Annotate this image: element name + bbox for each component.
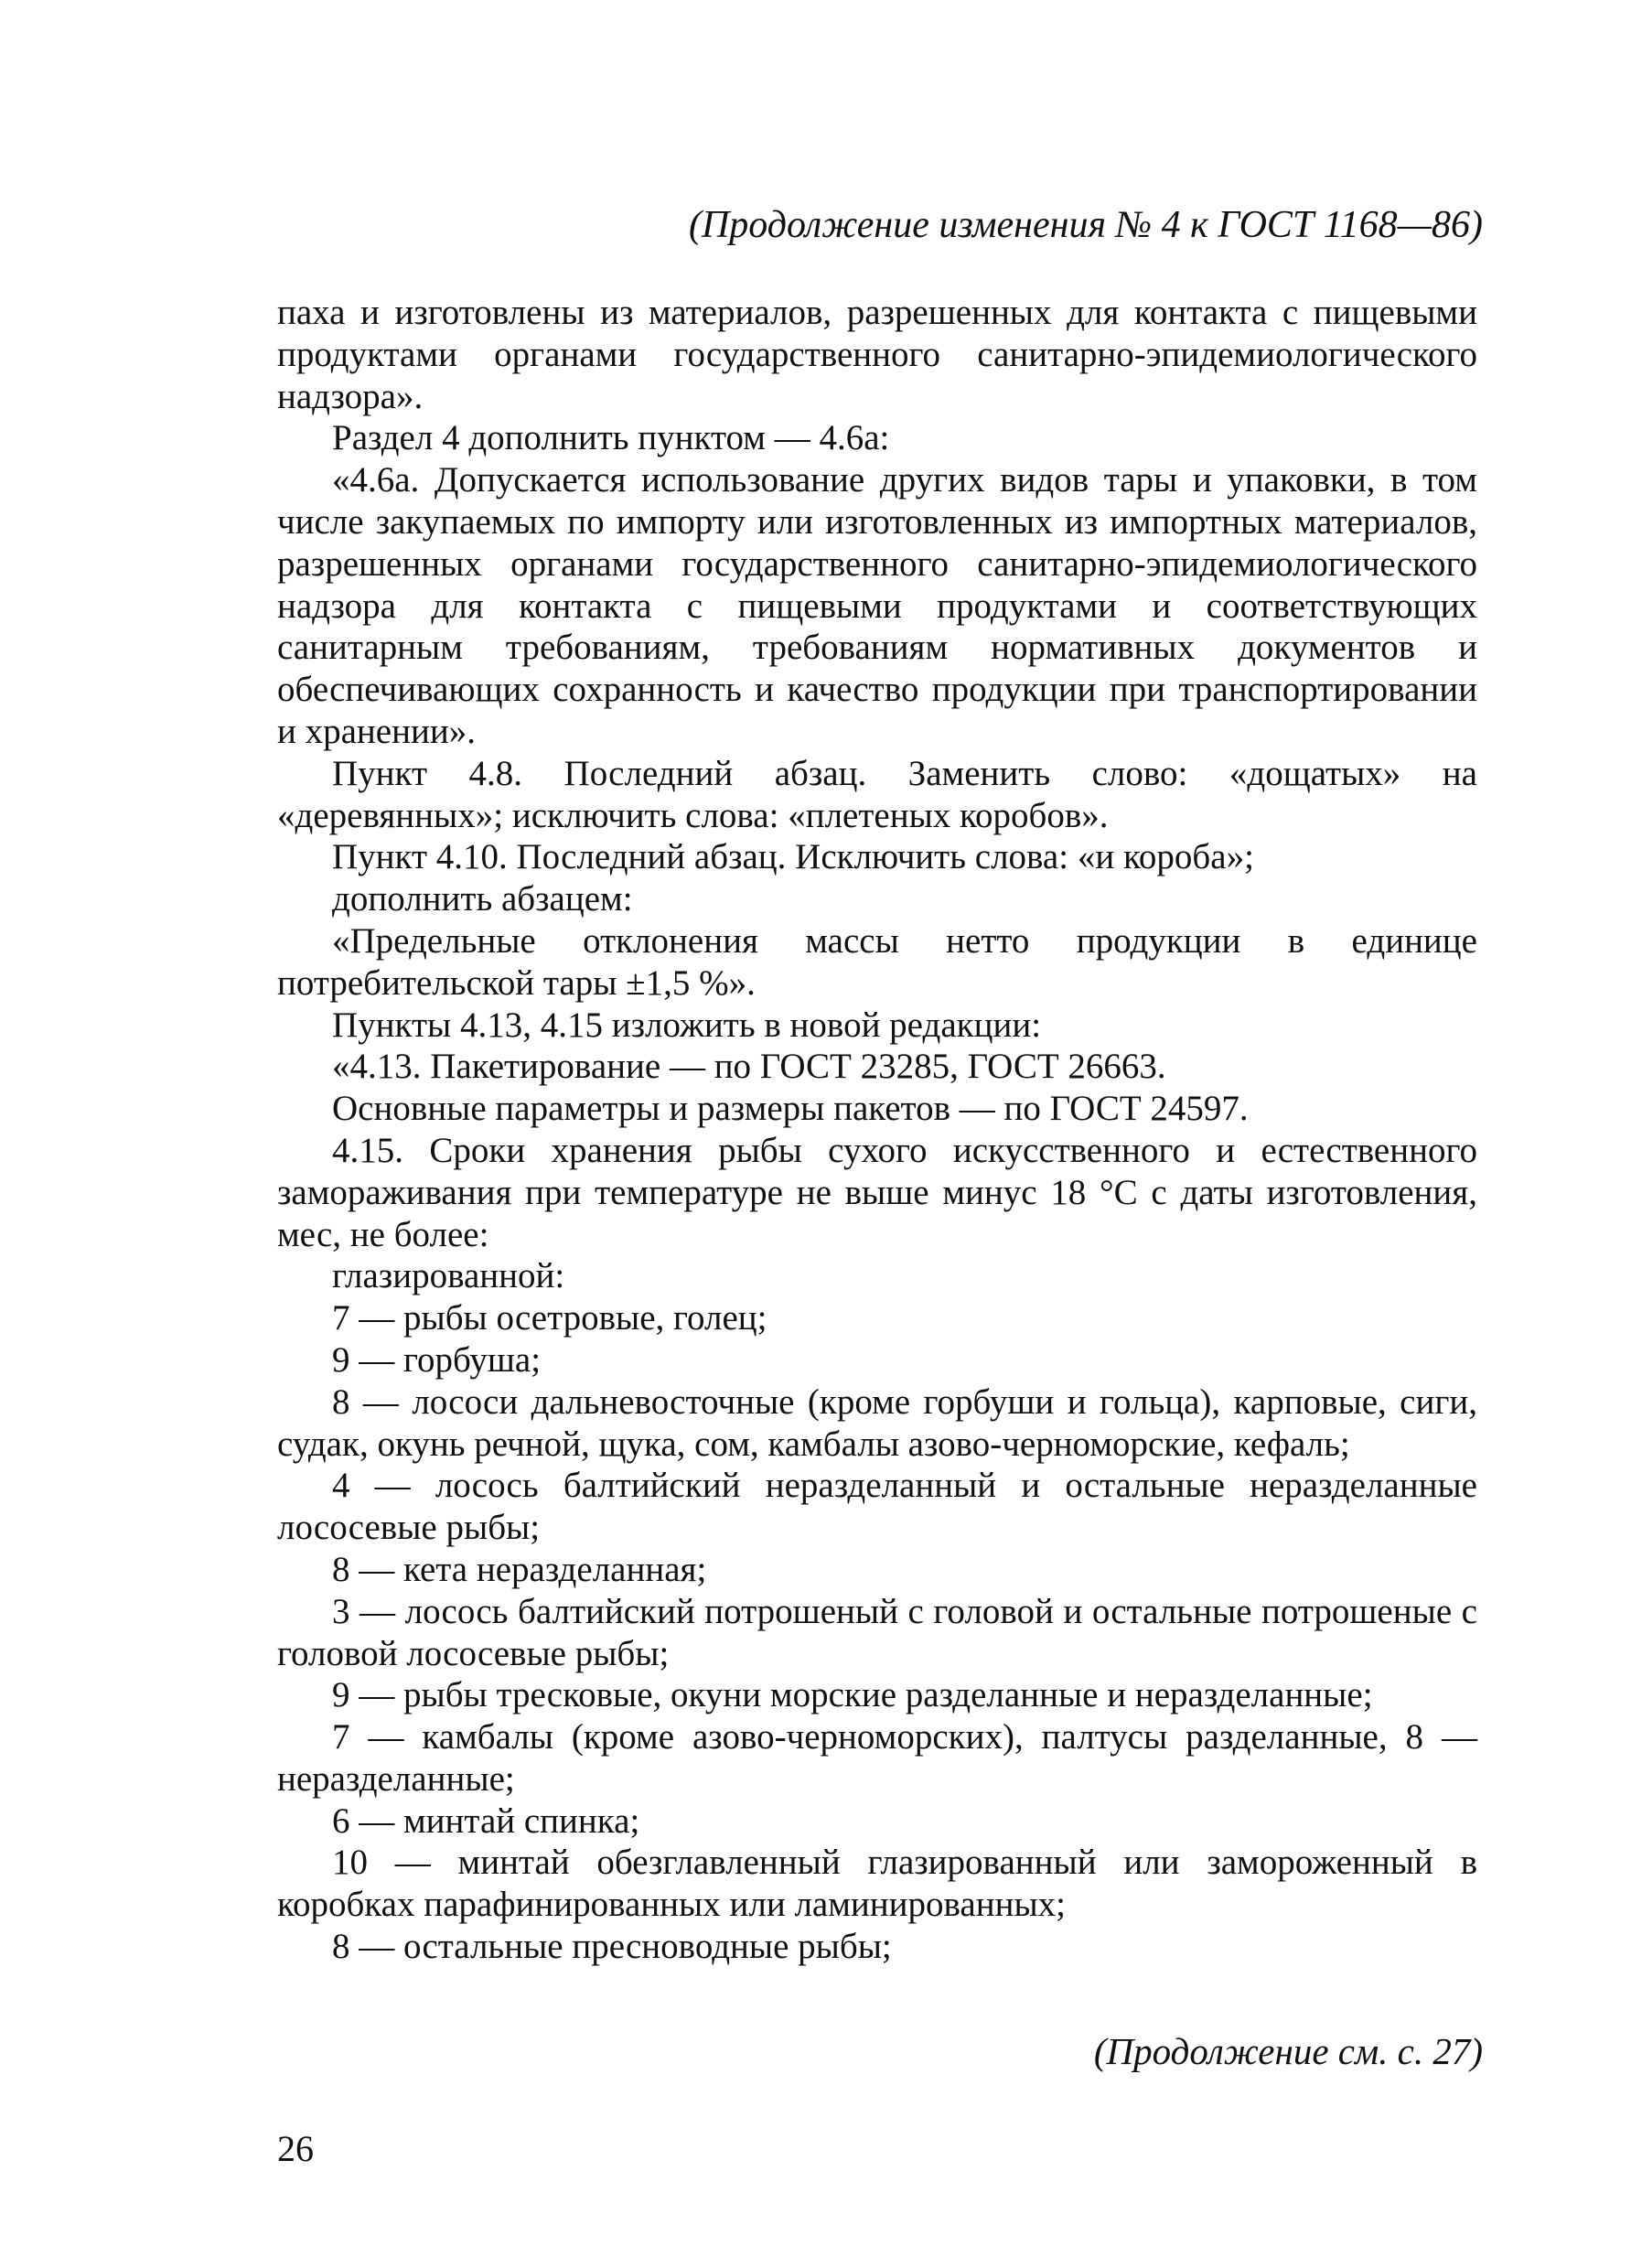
list-item: 8 — остальные пресноводные рыбы; bbox=[332, 1927, 892, 1967]
continuation-note: (Продолжение см. с. 27) bbox=[1093, 2030, 1483, 2072]
list-item: 4 — лосось балтийский неразделанный и остальные неразделанные лососевые рыбы; bbox=[277, 1466, 1477, 1548]
paragraph: 4.15. Сроки хранения рыбы сухого искусственного и естественного замораживания при температуре не выше минус 18 °С с даты изготовления, мес, не более: bbox=[277, 1130, 1477, 1254]
page-number: 26 bbox=[277, 2128, 314, 2169]
list-item: 3 — лосось балтийский потрошеный с головой и остальные потрошеные с головой лососевые рыбы; bbox=[277, 1591, 1477, 1673]
paragraph: дополнить абзацем: bbox=[332, 879, 633, 919]
paragraph: Раздел 4 дополнить пунктом — 4.6а: bbox=[332, 418, 890, 458]
paragraph: паха и изготовлены из материалов, разрешенных для контакта с пищевыми продуктами органами государственного санитарно-эпидемиологического надзора». bbox=[277, 293, 1477, 416]
list-item: 8 — лососи дальневосточные (кроме горбуши и гольца), карповые, сиги, судак, окунь речной, щука, сом, камбалы азово-черноморские, кефаль; bbox=[277, 1381, 1477, 1464]
list-item: 9 — рыбы тресковые, окуни морские разделанные и неразделанные; bbox=[332, 1675, 1373, 1715]
paragraph: «4.13. Пакетирование — по ГОСТ 23285, ГОСТ 26663. bbox=[332, 1047, 1166, 1087]
paragraph: «Предельные отклонения массы нетто продукции в единице потребительской тары ±1,5 %». bbox=[277, 920, 1477, 1003]
paragraph: Пункт 4.8. Последний абзац. Заменить слово: «дощатых» на «деревянных»; исключить слова: «плетеных коробов». bbox=[277, 753, 1477, 835]
list-item: 7 — камбалы (кроме азово-черноморских), палтусы разделанные, 8 — неразделанные; bbox=[277, 1717, 1477, 1799]
list-item: 6 — минтай спинка; bbox=[332, 1800, 640, 1841]
list-item: 10 — минтай обезглавленный глазированный или замороженный в коробках парафинированных или ламинированных; bbox=[277, 1843, 1477, 1925]
paragraph: «4.6а. Допускается использование других видов тары и упаковки, в том числе закупаемых по импорту или изготовленных из импортных материалов, разрешенных органами государственного санитарно-эпидемиологического надзора для контакта с пищевыми продуктами и соответствующих санитарным требованиям, требованиям нормативных документов и обеспечивающих сохранность и качество продукции при транспортировании и хранении». bbox=[277, 460, 1477, 751]
paragraph: Основные параметры и размеры пакетов — по ГОСТ 24597. bbox=[332, 1089, 1249, 1129]
body-text bbox=[277, 292, 1477, 1968]
list-item: 7 — рыбы осетровые, голец; bbox=[332, 1298, 767, 1338]
paragraph: глазированной: bbox=[332, 1256, 565, 1296]
paragraph: Пункты 4.13, 4.15 изложить в новой редакции: bbox=[332, 1005, 1042, 1045]
list-item: 8 — кета неразделанная; bbox=[332, 1549, 707, 1589]
running-header: (Продолжение изменения № 4 к ГОСТ 1168—86) bbox=[688, 204, 1483, 246]
list-item: 9 — горбуша; bbox=[332, 1339, 542, 1380]
paragraph: Пункт 4.10. Последний абзац. Исключить слова: «и короба»; bbox=[332, 837, 1254, 877]
